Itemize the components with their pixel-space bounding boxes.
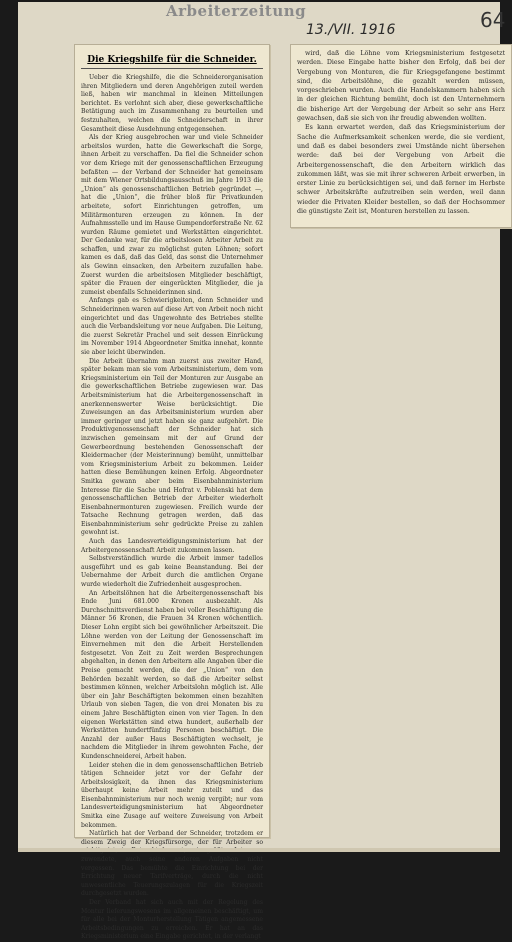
article-headline: Die Kriegshilfe für die Schneider.	[81, 55, 263, 69]
paragraph: Als der Krieg ausgebrochen war und viele Schneider arbeitslos wurden, hatte die Gewerkschaft die Sorge, ihnen Arbeit zu verschaffen. Da fiel die Schneider schon vor dem Kriege mit der genossenschaftlichen Erzeugung befaßten — der Verband der Schneider hat gemeinsam mit dem Wiener Ortsbildungsausschuß im Jahre 1913 die „Union“ als genossenschaftlichen Betrieb gegründet —, hat die „Union“, die früher bloß für Privatkunden arbeitete, sofort Einrichtungen getroffen, um Militärmonturen erzeugen zu können. In der Aufnahmsstelle und im Hause Gumpendorferstraße Nr. 62 wurden Räume gemietet und Werkstätten eingerichtet. Der Gedanke war, für die arbeitslosen Arbeiter Arbeit zu schaffen, und zwar zu möglichst guten Löhnen; sofort kamen es daß, daß das Geld, das sonst die Unternehmer als Gewinn einsacken, den Arbeitern zuzufallen habe. Zuerst wurden die arbeitslosen Mitglieder beschäftigt, später die Frauen der eingerückten Mitglieder, die ja zumeist ebenfalls Schneiderinnen sind.	[81, 134, 263, 296]
paragraph: Die Arbeit übernahm man zuerst aus zweiter Hand, später bekam man sie vom Arbeitsministerium, dem vom Kriegsministerium ein Teil der Monturen zur Ausgabe an die gewerkschaftlichen Betriebe zugewiesen war. Das Arbeitsministerium hat die Arbeitergenossenschaft in anerkennenswerter Weise berücksichtigt. Die Zuweisungen an das Arbeitsministerium wurden aber immer geringer und jetzt haben sie ganz aufgehört. Die Produktivgenossenschaft der Schneider hat sich inzwischen gemeinsam mit der auf Grund der Gewerbeordnung bestehenden Genossenschaft der Kleidermacher (der Meisterinnung) bemüht, unmittelbar vom Kriegsministerium Arbeit zu bekommen. Leider hatten diese Bemühungen keinen Erfolg. Abgeordneter Smitka gewann aber beim Eisenbahnministerium Interesse für die Sache und Hofrat v. Poblenski hat dem genossenschaftlichen Betrieb der Arbeiter wiederholt Eisenbahnermonturen zugewiesen. Freilich wurde der Tatsache Rechnung getragen werden, daß das Eisenbahnministerium sehr gedrückte Preise zu zahlen gewohnt ist.	[81, 357, 263, 537]
page-bottom-edge	[18, 848, 500, 852]
handwritten-date: 13./VII. 1916	[306, 22, 396, 38]
clipping-right-column	[290, 44, 512, 228]
paragraph: Auch das Landesverteidigungsministerium hat der Arbeitergenossenschaft Arbeit zukommen lassen.	[81, 538, 263, 554]
archive-page	[18, 2, 506, 941]
article-body-right	[297, 49, 505, 216]
paragraph: Leider stehen die in dem genossenschaftlichen Betrieb tätigen Schneider jetzt vor der Gefahr der Arbeitslosigkeit, da ihnen das Kriegsministerium überhaupt keine Arbeit mehr zuteilt und das Eisenbahnministerium nur noch wenig vergibt; nur vom Landesverteidigungsministerium hat Abgeordneter Smitka eine Zusage auf weitere Zuweisung von Arbeit bekommen.	[81, 761, 263, 829]
paragraph: Es kann erwartet werden, daß das Kriegsministerium der Sache die Aufmerksamkeit schenken werde, die sie verdient, und daß es dabei besonders zwei Umstände nicht übersehen werde: daß bei der Vergebung von Arbeit die Arbeitergenossenschaft, die den Arbeitern wirklich das zukommen läßt, was sie mit ihrer schweren Arbeit erwerben, in erster Linie zu berücksichtigen sei, und daß ferner im Herbste schwer Arbeitskräfte aufzutreiben sein werden, weil dann wieder die Privaten Kleider bestellen, so daß der Hochsommer die günstigste Zeit ist, Monturen herstellen zu lassen.	[297, 124, 505, 216]
paragraph: Ueber die Kriegshilfe, die die Schneiderorganisation ihren Mitgliedern und deren Angehörigen zuteil werden ließ, haben wir manchmal in kleinen Mitteilungen berichtet. Es verlohnt sich aber, diese gewerkschaftliche Betätigung auch im Zusammenhang zu beurteilen und festzuhalten, welchen die Schneiderschaft in ihrer Gesamtheit diese Ausdehnung entgegensehen.	[81, 74, 263, 133]
page-number: 64	[480, 8, 506, 32]
paragraph: wird, daß die Löhne vom Kriegsministerium festgesetzt werden. Diese Eingabe hatte bisher den Erfolg, daß bei der Vergebung von Monturen, die für Kriegsgefangene bestimmt sind, die Arbeitslöhne, die gezahlt werden müssen, vorgeschrieben wurden. Auch die Handelskammern haben sich in der gleichen Richtung bemüht, doch ist den Unternehmern die bisherige Art der Vergebung der Arbeit so sehr ans Herz gewachsen, daß sie sich von ihr freudig abwenden wollten.	[297, 50, 505, 123]
clipping-left-column	[74, 44, 270, 941]
paragraph: An Arbeitslöhnen hat die Arbeitergenossenschaft bis Ende Juni 681.000 Kronen ausbezahlt. Als Durchschnittsverdienst haben bei voller Beschäftigung die Männer 56 Kronen, die Frauen 34 Kronen wöchentlich. Dieser Lohn ergibt sich bei gewöhnlicher Arbeitszeit. Die Löhne werden von der Leitung der Genossenschaft im Einvernehmen mit den die Arbeit Herstellenden festgesetzt. Von Zeit zu Zeit werden Besprechungen abgehalten, in denen den Arbeitern alle Angaben über die Preise gemacht werden, die der „Union“ von den Behörden bezahlt werden, so daß die Arbeiter selbst bestimmen können, welcher Arbeitslohn möglich ist. Alle über ein Jahr Beschäftigten bekommen einen bezahlten Urlaub von sieben Tagen, die von drei Monaten bis zu einem Jahre Beschäftigten einen von vier Tagen. In den eigenen Werkstätten sind etwa hundert, außerhalb der Werkstätten hundertfünfzig Personen beschäftigt. Die Anzahl der außer Haus Beschäftigten wechselt, je nachdem die Mitglieder in ihrem gewohnten Fache, der Kundenschneiderei, Arbeit haben.	[81, 589, 263, 760]
paragraph: Anfangs gab es Schwierigkeiten, denn Schneider und Schneiderinnen waren auf diese Art von Arbeit noch nicht eingerichtet und das Ungewohnte des Betriebes stellte auch die Verbandsleitung vor neue Aufgaben. Die Leitung, die zuerst Sekretär Prachel und seit dessen Einrückung im November 1914 Abgeordneter Smitka innehat, konnte sie aber leicht überwinden.	[81, 297, 263, 356]
paragraph: Selbstverständlich wurde die Arbeit immer tadellos ausgeführt und es gab keine Beanstandung. Bei der Uebernahme der Arbeit durch die amtlichen Organe wurde wiederholt die Zufriedenheit ausgesprochen.	[81, 555, 263, 589]
newspaper-title: Arbeiterzeitung	[166, 2, 307, 20]
paragraph: Natürlich hat der Verband der Schneider, trotzdem er diesem Zweig der Kriegsfürsorge, der für Arbeiter so zuwendete, auch seine anderen Aufgaben nicht vergessen. Das bemühte die Einrichtung bei der Errichtung neuer Tarifverträge, durch die nicht unwesentliche Teuerungszulagen für die Kriegszeit durchgesetzt wurden.	[81, 830, 263, 898]
paragraph: Der Verband hat sich auch mit der Regelung des Montur lieferungswesens im allgemeinen beschäftigt, um für alle bei der Monturherstellung Tätigen angemessene Arbeitsbedingungen zu erreichen. Er hat an das Kriegsministerium eine Eingabe gerichtet, in der verlangt	[81, 899, 263, 941]
article-body-left	[81, 74, 263, 942]
